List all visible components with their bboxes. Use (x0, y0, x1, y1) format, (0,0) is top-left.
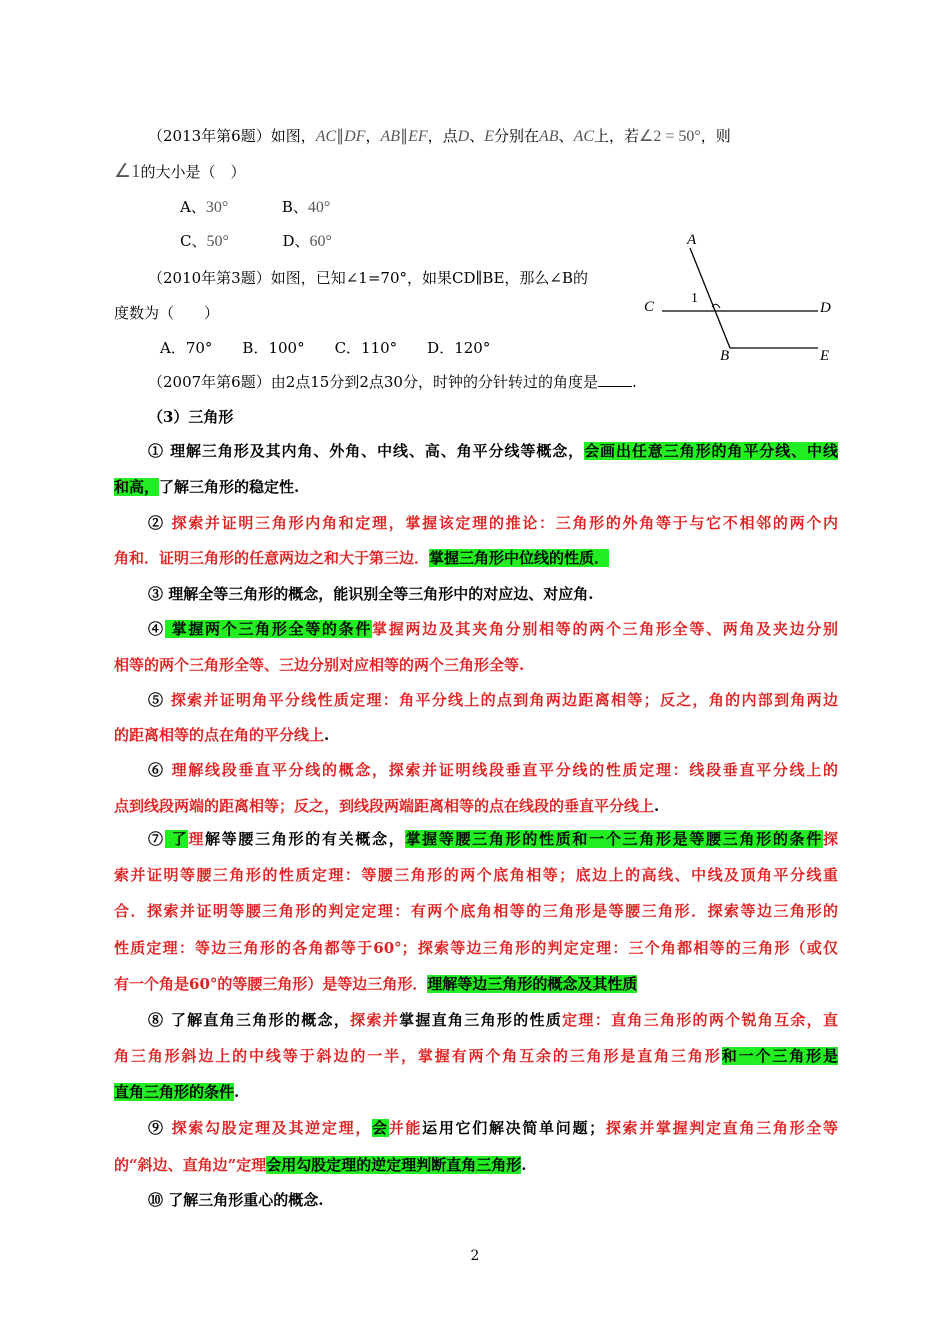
q2013-options-row2 (180, 231, 332, 252)
item-5-line2 (114, 725, 329, 745)
text: 运用它们解决简单问题； (422, 1119, 605, 1137)
math-ab: AB (539, 128, 559, 145)
math-df: DF (344, 128, 366, 145)
highlight: 掌握三角形中位线的性质． (429, 549, 610, 567)
option-d-value: 60° (309, 233, 332, 250)
text: ⑧ 了解直角三角形的概念， (148, 1011, 351, 1029)
parallel-symbol: ∥ (400, 128, 409, 145)
text: 理解线段垂直平分线的概念，探索并证明线段垂直平分线的性质定理：线段垂直平分线上的 (164, 761, 838, 779)
highlight: 掌握两个三角形全等的条件 (164, 620, 373, 638)
math-ac: AC (573, 128, 595, 145)
text: 分别在 (493, 127, 539, 145)
item-8-line3 (114, 1082, 239, 1102)
label-d: D (820, 300, 831, 316)
math-angle2: ∠2 = 50° (639, 128, 701, 145)
section-title: （3）三角形 (148, 408, 234, 426)
highlight: 直角三角形的条件 (114, 1083, 235, 1101)
item-2-line1 (148, 513, 838, 533)
option-c-label: C、 (180, 232, 207, 250)
text: 探 (822, 830, 838, 848)
highlight: 会画出任意三角形的角平分线、中线 (584, 442, 838, 460)
highlight: 和一个三角形是 (721, 1047, 838, 1065)
text: 解等腰三角形的有关概念， (205, 830, 406, 848)
q2010-line2: 度数为（ ） (114, 304, 220, 322)
text: 探索并掌握判定直角三角形全等 (604, 1119, 838, 1137)
text: ⑨ (148, 1119, 165, 1137)
label-a: A (687, 232, 697, 248)
item-1-line1 (148, 441, 838, 461)
parallel-lines-diagram (640, 228, 840, 363)
q2007-text: （2007年第6题）由2点15分到2点30分，时钟的分针转过的角度是 (148, 373, 598, 391)
text: 、 (558, 127, 574, 145)
item-6-line1 (148, 760, 838, 780)
item-8-line1 (148, 1010, 838, 1030)
item-7-line1 (148, 829, 838, 849)
item-3: ③ 理解全等三角形的概念，能识别全等三角形中的对应边、对应角. (148, 585, 594, 603)
text: 上，若 (594, 127, 640, 145)
item-10: ⑩ 了解三角形重心的概念. (148, 1191, 324, 1209)
text: 理 (188, 830, 206, 848)
highlight: 理解等边三角形的概念及其性质 (427, 975, 638, 993)
text: ④ (148, 620, 165, 638)
text: . (631, 373, 637, 391)
item-6-line2 (114, 796, 659, 816)
q2007-line (148, 372, 637, 392)
highlight: 会 (372, 1119, 389, 1137)
text: ⑥ (148, 761, 165, 779)
text: 掌握直角三角形的性质 (399, 1011, 563, 1029)
text: 点到线段两端的距离相等；反之，到线段两端距离相等的点在线段的垂直平分线上 (114, 797, 655, 815)
text: . (521, 1156, 527, 1174)
text: 角和．证明三角形的任意两边之和大于第三边． (114, 549, 430, 567)
math-ac: AC (315, 128, 337, 145)
item-2-line2 (114, 548, 609, 568)
text: 定理：直角三角形的两个锐角互余，直 (562, 1011, 838, 1029)
text: 掌握两边及其夹角分别相等的两个三角形全等、两角及夹边分别 (372, 620, 838, 638)
option-d-label: D、 (282, 232, 310, 250)
text: 的“斜边、直角边”定理 (114, 1156, 267, 1174)
item-7-line4: 性质定理：等边三角形的各角都等于60°；探索等边三角形的判定定理：三个角都相等的三角形（或仅 (114, 939, 838, 957)
item-1-line2 (114, 477, 299, 497)
answer-blank (598, 372, 632, 387)
text: . (324, 726, 330, 744)
highlight: 会用勾股定理的逆定理判断直角三角形 (266, 1156, 522, 1174)
item-8-line2 (114, 1046, 838, 1066)
text: 探索并证明三角形内角和定理，掌握该定理的推论：三角形的外角等于与它不相邻的两个内 (164, 514, 838, 532)
label-b: B (720, 348, 730, 363)
text: 的距离相等的点在角的平分线上 (114, 726, 325, 744)
text: . (654, 797, 660, 815)
q2010-options: A．70° B．100° C．110° D．120° (160, 339, 491, 357)
math-ef: EF (408, 128, 428, 145)
q2013-options-row1 (180, 197, 330, 218)
text: 的大小是（ ） (140, 163, 246, 181)
q2013-lead: （2013年第6题）如图， (148, 127, 316, 145)
text: 有一个角是60°的等腰三角形）是等边三角形． (114, 975, 428, 993)
label-one: 1 (691, 291, 698, 306)
item-4-line2: 相等的两个三角形全等、三边分别对应相等的两个三角形全等. (114, 656, 525, 674)
option-a-label: A、 (180, 198, 206, 216)
item-4-line1 (148, 619, 838, 639)
text: ，则 (700, 127, 731, 145)
text: ① 理解三角形及其内角、外角、中线、高、角平分线等概念， (148, 442, 585, 460)
highlight: 掌握等腰三角形的性质和一个三角形是等腰三角形的条件 (405, 830, 823, 848)
option-b-label: B、 (281, 198, 308, 216)
text: 了解三角形的稳定性. (159, 478, 300, 496)
text: 探索并 (350, 1011, 400, 1029)
item-5-line1 (148, 690, 838, 710)
text: 探索勾股定理及其逆定理， (164, 1119, 373, 1137)
text: 、 (469, 127, 485, 145)
text: ⑦ (148, 830, 165, 848)
text: 探索并证明角平分线性质定理：角平分线上的点到角两边距离相等；反之，角的内部到角两边 (164, 691, 838, 709)
highlight: 和高， (114, 478, 160, 496)
text: ⑤ (148, 691, 165, 709)
comma: ， (365, 127, 381, 145)
math-angle1: ∠1 (114, 161, 141, 182)
text: 角三角形斜边上的中线等于斜边的一半，掌握有两个角互余的三角形是直角三角形 (114, 1047, 722, 1065)
item-7-line3: 合．探索并证明等腰三角形的判定定理：有两个底角相等的三角形是等腰三角形．探索等边三角形的 (114, 902, 838, 920)
text: ② (148, 514, 165, 532)
label-c: C (644, 299, 655, 315)
q2013-line1 (148, 126, 731, 147)
item-7-line5 (114, 974, 637, 994)
option-a-value: 30° (205, 199, 229, 216)
parallel-symbol: ∥ (336, 128, 345, 145)
math-ab: AB (380, 128, 401, 145)
item-9-line1 (148, 1118, 838, 1138)
math-e: E (484, 128, 494, 145)
text: 并能 (388, 1119, 423, 1137)
item-9-line2 (114, 1155, 527, 1175)
option-b-value: 40° (307, 199, 331, 216)
q2013-line2 (114, 162, 246, 182)
option-c-value: 50° (206, 233, 229, 250)
text: ，点 (427, 127, 458, 145)
math-d: D (457, 128, 470, 145)
page-number: 2 (470, 1248, 480, 1264)
highlight: 了 (164, 830, 189, 848)
item-7-line2: 索并证明等腰三角形的性质定理：等腰三角形的两个底角相等；底边上的高线、中线及顶角平分线重 (114, 866, 838, 884)
label-e: E (820, 348, 830, 363)
q2010-line1: （2010年第3题）如图，已知∠1=70°，如果CD∥BE，那么∠B的 (148, 269, 588, 287)
text: . (234, 1083, 240, 1101)
